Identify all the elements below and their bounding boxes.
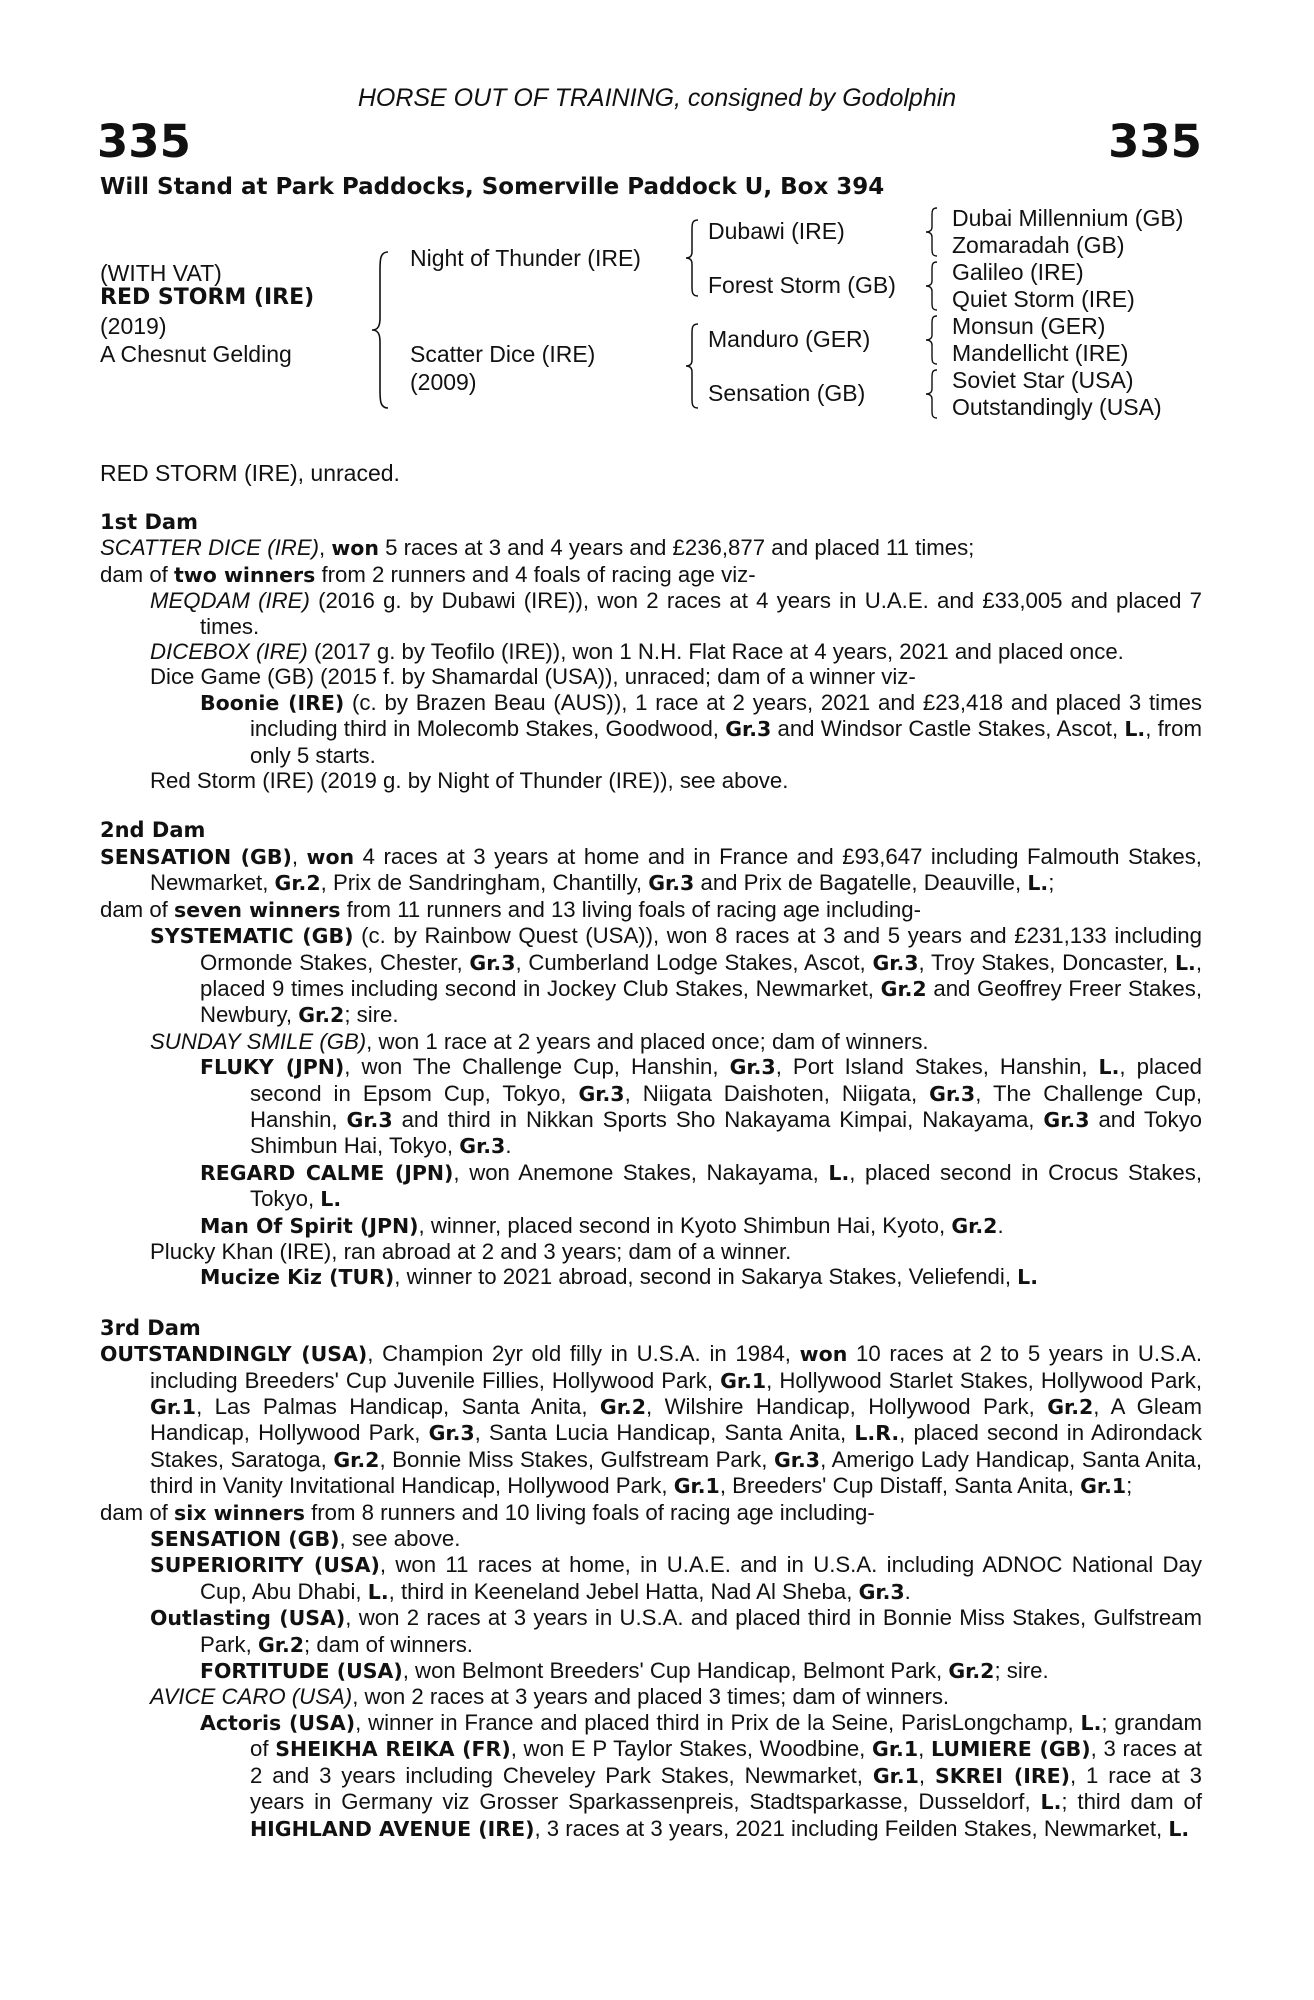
pedigree-entry xyxy=(100,664,1202,689)
bold-text: REGARD CALME (JPN) xyxy=(200,1160,454,1185)
bold-text: Actoris (USA) xyxy=(200,1710,356,1735)
text: , Niigata Daishoten, Niigata, xyxy=(624,1080,930,1106)
text: , placed second in Crocus Stakes, Tokyo, xyxy=(250,1159,1202,1212)
text: , 1 race at 3 years in Germany viz Grosser Sparkassenpreis, Stadtsparkasse, Dusseldorf, xyxy=(250,1762,1202,1815)
text: , won 2 races at 3 years and placed 3 times; dam of winners. xyxy=(352,1684,950,1710)
bold-text: L. xyxy=(320,1187,342,1212)
text: , Cumberland Lodge Stakes, Ascot, xyxy=(515,949,873,975)
first-dam-section xyxy=(100,510,1202,793)
bold-text: Boonie (IRE) xyxy=(200,690,345,715)
dam-summary-line xyxy=(100,535,1202,561)
text: , won 1 race at 2 years and placed once; dam of winners. xyxy=(366,1028,929,1054)
bold-text: L. xyxy=(367,1579,389,1604)
bold-text: Gr.2 xyxy=(333,1447,380,1472)
pedigree-entry xyxy=(100,1341,1202,1499)
lot-number-left: 335 xyxy=(97,115,191,168)
bold-text: Gr.3 xyxy=(773,1447,821,1472)
text: , placed second in Adirondack Stakes, Saratoga, xyxy=(150,1420,1203,1472)
bold-text: won xyxy=(306,844,355,869)
bold-text: Gr.3 xyxy=(725,717,772,742)
pedigree-entry xyxy=(100,1264,1202,1290)
text: , Breeders' Cup Distaff, Santa Anita, xyxy=(719,1473,1081,1499)
text: and Windsor Castle Stakes, Ascot, xyxy=(771,716,1125,742)
dam-year: (2009) xyxy=(410,369,477,395)
pedigree-entry xyxy=(100,1552,1202,1605)
dam-sire: Manduro (GER) xyxy=(708,326,871,352)
text: , winner to 2021 abroad, second in Sakarya Stakes, Veliefendi, xyxy=(394,1264,1018,1290)
pedigree-entry xyxy=(100,1029,1202,1054)
grandparent-2: Zomaradah (GB) xyxy=(952,232,1125,258)
text: (c. by Rainbow Quest (USA)), won 8 races at 3 and 5 years and £231,133 including Ormonde Stakes, Chester, xyxy=(200,923,1202,975)
pedigree-brace-main xyxy=(370,250,392,410)
bold-text: Gr.3 xyxy=(929,1081,976,1106)
bold-text: SKREI (IRE) xyxy=(934,1763,1071,1788)
brace-g2 xyxy=(924,260,940,312)
bold-text: Gr.1 xyxy=(872,1763,919,1788)
second-dam-section xyxy=(100,818,1202,1290)
bold-text: FORTITUDE (USA) xyxy=(200,1659,403,1684)
bold-text: Gr.3 xyxy=(459,1134,506,1159)
text: , A Gleam Handicap, Hollywood Park, xyxy=(150,1394,1202,1446)
pedigree-entry xyxy=(100,1526,1202,1552)
text: dam of xyxy=(100,896,174,922)
text: . xyxy=(904,1578,911,1604)
pedigree-entry xyxy=(100,690,1202,768)
horse-year: (2019) xyxy=(100,313,167,339)
text: , The Challenge Cup, Hanshin, xyxy=(250,1080,1202,1132)
sire-sire: Dubawi (IRE) xyxy=(708,218,845,244)
text: , placed 9 times including second in Jockey Club Stakes, Newmarket, xyxy=(200,949,1202,1001)
first-dam-heading: 1st Dam xyxy=(100,510,198,534)
text: , won Anemone Stakes, Nakayama, xyxy=(453,1159,829,1185)
text: , Prix de Sandringham, Chantilly, xyxy=(320,870,649,896)
bold-text: SUPERIORITY (USA) xyxy=(150,1553,380,1578)
second-dam-produce xyxy=(100,844,1202,1291)
text: ; third dam of xyxy=(1061,1789,1202,1815)
text: , Bonnie Miss Stakes, Gulfstream Park, xyxy=(379,1446,774,1472)
bold-text: Gr.2 xyxy=(599,1395,646,1419)
pedigree-entry xyxy=(100,1605,1202,1658)
grandparent-7: Soviet Star (USA) xyxy=(952,367,1134,393)
text: dam of xyxy=(100,1499,174,1525)
text: from 11 runners and 13 living foals of racing age including- xyxy=(340,896,921,922)
brace-g3 xyxy=(924,314,940,366)
text: and third in Nikkan Sports Sho Nakayama Kimpai, Nakayama, xyxy=(392,1106,1044,1132)
pedigree-entry xyxy=(100,1239,1202,1264)
bold-text: two winners xyxy=(174,562,316,587)
bold-text: Gr.3 xyxy=(346,1107,393,1132)
consignment-line: HORSE OUT OF TRAINING, consigned by Godolphin xyxy=(357,84,957,112)
text: , from only 5 starts. xyxy=(250,716,1202,768)
text: from 8 runners and 10 living foals of racing age including- xyxy=(304,1499,875,1525)
bold-text: Gr.3 xyxy=(872,950,919,975)
italic-text: SUNDAY SMILE (GB) xyxy=(150,1028,367,1054)
text: ; xyxy=(1048,870,1055,896)
text: , 3 races at 2 and 3 years including Cheveley Park Stakes, Newmarket, xyxy=(250,1736,1202,1788)
bold-text: Gr.1 xyxy=(150,1395,197,1419)
pedigree-entry xyxy=(100,1213,1202,1239)
bold-text: Gr.2 xyxy=(948,1659,995,1684)
grandparent-1: Dubai Millennium (GB) xyxy=(952,205,1184,231)
bold-text: seven winners xyxy=(174,897,341,922)
bold-text: Gr.3 xyxy=(578,1081,625,1106)
text: , xyxy=(291,843,307,869)
text: , won The Challenge Cup, Hanshin, xyxy=(344,1054,730,1080)
bold-text: Man Of Spirit (JPN) xyxy=(200,1213,419,1238)
bold-text: Outlasting (USA) xyxy=(150,1606,346,1631)
horse-name: RED STORM (IRE) xyxy=(100,285,315,310)
pedigree-entry xyxy=(100,1658,1202,1684)
bold-text: LUMIERE (GB) xyxy=(930,1737,1091,1762)
text: ; xyxy=(1126,1473,1133,1499)
dam-brace xyxy=(684,322,702,410)
bold-text: Gr.2 xyxy=(880,976,927,1001)
sire-dam: Forest Storm (GB) xyxy=(708,272,896,298)
dam-dam: Sensation (GB) xyxy=(708,380,866,406)
text: , Wilshire Handicap, Hollywood Park, xyxy=(646,1394,1048,1419)
text: 10 races at 2 to 5 years in U.S.A. including Breeders' Cup Juvenile Fillies, Hollywood Park, xyxy=(150,1341,1202,1393)
text: ; dam of winners. xyxy=(304,1631,473,1657)
pedigree-entry xyxy=(100,639,1202,664)
race-record: RED STORM (IRE), unraced. xyxy=(100,460,400,486)
third-dam-section xyxy=(100,1316,1202,1842)
pedigree-entry xyxy=(100,1500,1202,1526)
bold-text: Gr.3 xyxy=(1043,1107,1090,1132)
text: ; sire. xyxy=(994,1658,1049,1684)
first-dam-produce xyxy=(100,588,1202,793)
italic-text: MEQDAM (IRE) xyxy=(150,588,310,614)
bold-text: Gr.2 xyxy=(274,871,321,896)
bold-text: Gr.1 xyxy=(1080,1474,1127,1499)
text: , Amerigo Lady Handicap, Santa Anita, third in Vanity Invitational Handicap, Hollywood Park, xyxy=(150,1446,1202,1499)
text: , won 11 races at home, in U.A.E. and in U.S.A. including ADNOC National Day Cup, Abu Dhabi, xyxy=(200,1552,1202,1604)
text: , Champion 2yr old filly in U.S.A. in 1984, xyxy=(367,1341,800,1367)
dam-summary-line xyxy=(100,562,1202,588)
lot-number-right: 335 xyxy=(1108,115,1202,168)
bold-text: Gr.3 xyxy=(648,871,695,896)
text: , Hollywood Starlet Stakes, Hollywood Park, xyxy=(766,1367,1202,1393)
pedigree-entry xyxy=(100,1710,1202,1842)
text: from 2 runners and 4 foals of racing age viz- xyxy=(315,561,756,587)
text: and Tokyo Shimbun Hai, Tokyo, xyxy=(250,1106,1203,1159)
bold-text: L. xyxy=(1080,1710,1102,1735)
dam: Scatter Dice (IRE) xyxy=(410,341,596,367)
pedigree-entry xyxy=(100,897,1202,923)
sire: Night of Thunder (IRE) xyxy=(410,245,641,271)
grandparent-6: Mandellicht (IRE) xyxy=(952,340,1129,366)
bold-text: SYSTEMATIC (GB) xyxy=(150,924,354,949)
bold-text: L.R. xyxy=(854,1421,900,1446)
family-text xyxy=(100,510,1202,1842)
text: , Troy Stakes, Doncaster, xyxy=(918,949,1175,975)
brace-g4 xyxy=(924,368,940,420)
bold-text: L. xyxy=(1168,1816,1190,1841)
text: (2016 g. by Dubawi (IRE)), won 2 races at 4 years in U.A.E. and £33,005 and placed 7 times. xyxy=(200,588,1202,639)
text: 4 races at 3 years at home and in France and £93,647 including Falmouth Stakes, Newmarket, xyxy=(150,843,1202,896)
text: Dice Game (GB) (2015 f. by Shamardal (USA)), unraced; dam of a winner viz- xyxy=(150,664,916,690)
bold-text: Mucize Kiz (TUR) xyxy=(200,1265,395,1290)
bold-text: Gr.2 xyxy=(298,1003,345,1028)
text: Plucky Khan (IRE), ran abroad at 2 and 3 years; dam of a winner. xyxy=(150,1238,792,1264)
bold-text: Gr.2 xyxy=(1047,1395,1094,1419)
text: , xyxy=(918,1736,931,1762)
bold-text: L. xyxy=(828,1160,850,1185)
bold-text: L. xyxy=(1017,1265,1039,1290)
text: , Las Palmas Handicap, Santa Anita, xyxy=(196,1394,600,1419)
text: , winner, placed second in Kyoto Shimbun Hai, Kyoto, xyxy=(418,1212,952,1238)
bold-text: Gr.1 xyxy=(872,1737,919,1762)
grandparent-4: Quiet Storm (IRE) xyxy=(952,286,1135,312)
bold-text: Gr.3 xyxy=(469,950,516,975)
text: , Santa Lucia Handicap, Santa Anita, xyxy=(474,1420,855,1446)
italic-text: DICEBOX (IRE) xyxy=(150,639,308,665)
bold-text: Gr.1 xyxy=(720,1368,767,1393)
first-dam-summary xyxy=(100,535,1202,588)
pedigree-entry xyxy=(100,588,1202,639)
bold-text: won xyxy=(799,1342,848,1367)
text: , xyxy=(918,1762,935,1788)
bold-text: SENSATION (GB) xyxy=(100,844,292,869)
bold-text: Gr.1 xyxy=(673,1474,720,1499)
text: , placed second in Epsom Cup, Tokyo, xyxy=(250,1054,1202,1106)
pedigree-entry xyxy=(100,1684,1202,1709)
grandparent-8: Outstandingly (USA) xyxy=(952,394,1162,420)
text: , third in Keeneland Jebel Hatta, Nad Al Sheba, xyxy=(388,1578,859,1604)
bold-text: Gr.3 xyxy=(729,1055,776,1080)
text: , Port Island Stakes, Hanshin, xyxy=(775,1054,1099,1080)
text: , won E P Taylor Stakes, Woodbine, xyxy=(510,1736,873,1762)
text: , see above. xyxy=(339,1526,461,1552)
text: , won Belmont Breeders' Cup Handicap, Belmont Park, xyxy=(402,1658,949,1684)
text: and Geoffrey Freer Stakes, Newbury, xyxy=(200,975,1202,1028)
text: . xyxy=(997,1212,1004,1238)
bold-text: FLUKY (JPN) xyxy=(200,1055,345,1080)
bold-text: SENSATION (GB) xyxy=(150,1527,340,1552)
bold-text: won xyxy=(331,536,379,561)
pedigree-entry xyxy=(100,1160,1202,1213)
text: ; grandam of xyxy=(250,1709,1202,1762)
text: and Prix de Bagatelle, Deauville, xyxy=(694,870,1028,896)
bold-text: Gr.2 xyxy=(951,1213,998,1238)
bold-text: L. xyxy=(1124,717,1146,742)
bold-text: L. xyxy=(1174,950,1196,975)
pedigree-entry xyxy=(100,844,1202,897)
text: , winner in France and placed third in Prix de la Seine, ParisLongchamp, xyxy=(355,1709,1081,1735)
text: dam of xyxy=(100,561,174,587)
third-dam-heading: 3rd Dam xyxy=(100,1315,201,1340)
vat-note: (WITH VAT) xyxy=(100,260,222,286)
bold-text: six winners xyxy=(174,1500,305,1525)
second-dam-heading: 2nd Dam xyxy=(100,818,206,843)
text: (c. by Brazen Beau (AUS)), 1 race at 2 years, 2021 and £23,418 and placed 3 times including third in Molecomb Stakes, Goodwood, xyxy=(250,689,1203,742)
text: 5 races at 3 and 4 years and £236,877 and placed 11 times; xyxy=(378,535,975,561)
bold-text: L. xyxy=(1040,1790,1062,1815)
pedigree-entry xyxy=(100,923,1202,1029)
bold-text: L. xyxy=(1027,871,1049,896)
bold-text: OUTSTANDINGLY (USA) xyxy=(100,1342,368,1367)
sire-brace xyxy=(684,218,702,298)
horse-description: A Chesnut Gelding xyxy=(100,341,292,367)
text: , 3 races at 3 years, 2021 including Feilden Stakes, Newmarket, xyxy=(534,1815,1169,1841)
text: Red Storm (IRE) (2019 g. by Night of Thunder (IRE)), see above. xyxy=(150,768,789,794)
text: , xyxy=(319,535,332,561)
pedigree-entry xyxy=(100,768,1202,793)
italic-text: AVICE CARO (USA) xyxy=(150,1684,353,1710)
bold-text: HIGHLAND AVENUE (IRE) xyxy=(250,1816,535,1841)
third-dam-produce xyxy=(100,1341,1202,1842)
bold-text: Gr.2 xyxy=(257,1632,305,1657)
text: (2017 g. by Teofilo (IRE)), won 1 N.H. Flat Race at 4 years, 2021 and placed once. xyxy=(307,639,1124,665)
grandparent-5: Monsun (GER) xyxy=(952,313,1106,339)
italic-text: SCATTER DICE (IRE) xyxy=(100,535,320,561)
bold-text: SHEIKHA REIKA (FR) xyxy=(275,1737,511,1762)
text: , won 2 races at 3 years in U.S.A. and placed third in Bonnie Miss Stakes, Gulfstream Park, xyxy=(200,1605,1202,1657)
bold-text: Gr.3 xyxy=(428,1421,475,1446)
grandparent-3: Galileo (IRE) xyxy=(952,259,1084,285)
bold-text: Gr.3 xyxy=(858,1579,905,1604)
pedigree-entry xyxy=(100,1054,1202,1160)
text: . xyxy=(505,1133,512,1159)
brace-g1 xyxy=(924,206,940,258)
stand-location: Will Stand at Park Paddocks, Somerville Paddock U, Box 394 xyxy=(100,174,885,200)
bold-text: L. xyxy=(1098,1055,1120,1080)
text: ; sire. xyxy=(344,1002,399,1028)
